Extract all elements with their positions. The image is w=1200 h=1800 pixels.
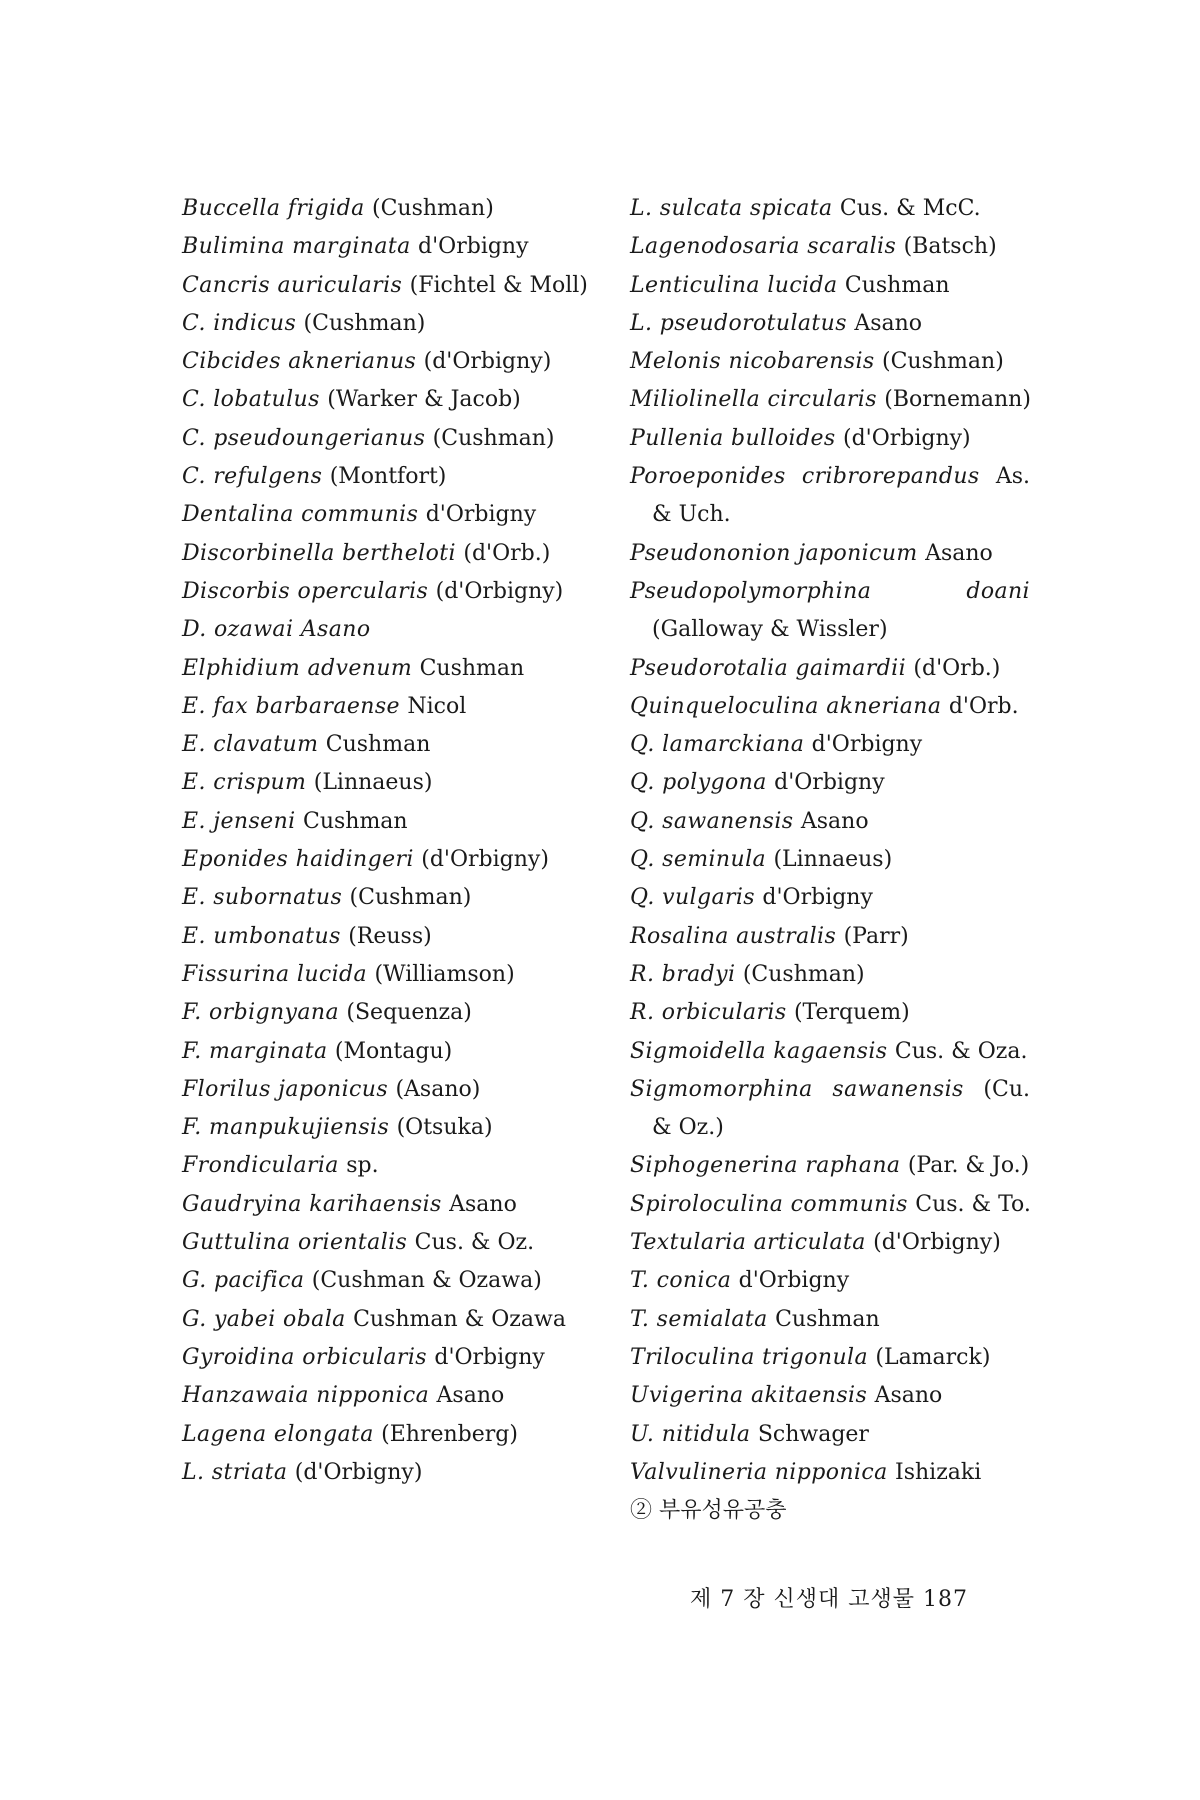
species-entry — [182, 343, 602, 381]
species-name: Elphidium advenum — [182, 655, 413, 681]
species-author: ② 부유성유공충 — [630, 1498, 787, 1524]
species-name: Lagena elongata — [182, 1421, 374, 1447]
species-entry — [630, 1071, 1030, 1148]
species-author: Cushman — [844, 272, 950, 298]
species-name: Gaudryina karihaensis — [182, 1191, 442, 1217]
species-entry — [630, 420, 1030, 458]
species-author: Nicol — [407, 693, 467, 719]
species-author: (d'Orbigny) — [842, 425, 971, 451]
species-entry — [182, 1033, 602, 1071]
species-name: E. crispum — [182, 770, 307, 796]
species-author: (d'Orbigny) — [873, 1230, 1001, 1256]
species-author: d'Orb. — [948, 693, 1019, 719]
species-entry — [630, 688, 1030, 726]
species-author: Asano — [436, 1383, 505, 1409]
species-entry — [182, 1454, 602, 1492]
species-entry — [182, 1186, 602, 1224]
species-entry — [630, 1416, 1030, 1454]
species-name: L. striata — [182, 1459, 288, 1485]
species-name: Sigmomorphina sawanensis — [630, 1076, 964, 1102]
species-author: Cus. & McC. — [839, 196, 981, 221]
species-name: G. yabei obala — [182, 1306, 346, 1332]
species-entry — [630, 343, 1030, 381]
species-name: Quinqueloculina akneriana — [630, 693, 942, 719]
species-name: Poroeponides cribrorepandus — [630, 464, 980, 490]
species-name: L. pseudorotulatus — [630, 310, 847, 336]
species-name: Florilus japonicus — [182, 1076, 389, 1102]
species-author: (Bornemann) — [884, 387, 1031, 413]
species-name: Pullenia bulloides — [630, 425, 836, 451]
species-author: (Otsuka) — [396, 1115, 493, 1141]
species-entry — [630, 1492, 1030, 1530]
species-author: (Warker & Jacob) — [327, 387, 521, 413]
species-entry — [182, 803, 602, 841]
species-name: G. pacifica — [182, 1268, 305, 1294]
species-author: Asano — [925, 540, 993, 566]
species-name: R. orbicularis — [630, 1000, 787, 1026]
species-name: T. semialata — [630, 1306, 768, 1332]
species-name: C. refulgens — [182, 464, 323, 490]
species-author: Asano — [449, 1191, 517, 1217]
species-name: L. sulcata spicata — [630, 196, 833, 221]
species-name: Uvigerina akitaensis — [630, 1383, 868, 1409]
species-entry — [182, 1339, 602, 1377]
species-entry — [182, 1071, 602, 1109]
species-author: (Terquem) — [793, 1000, 910, 1026]
species-author: d'Orbigny — [738, 1268, 850, 1294]
species-name: Siphogenerina raphana — [630, 1153, 901, 1179]
species-author: (Fichtel & Moll) — [409, 272, 588, 298]
species-entry — [182, 305, 602, 343]
species-entry — [630, 956, 1030, 994]
species-author: d'Orbigny — [425, 502, 537, 528]
species-entry — [182, 956, 602, 994]
species-entry — [182, 267, 602, 305]
species-name: Lagenodosaria scaralis — [630, 234, 897, 260]
species-name: E. clavatum — [182, 732, 319, 758]
species-name: Frondicularia — [182, 1153, 339, 1179]
species-name: Textularia articulata — [630, 1230, 866, 1256]
species-author: d'Orbigny — [418, 234, 529, 260]
species-name: Valvulineria nipponica — [630, 1459, 888, 1485]
species-entry — [630, 535, 1030, 573]
species-entry — [630, 879, 1030, 917]
species-name: E. jenseni — [182, 808, 296, 834]
species-author: (Linnaeus) — [773, 847, 893, 873]
species-name: Discorbis opercularis — [182, 578, 429, 604]
species-author: As. & Uch. — [652, 464, 1030, 528]
species-author: Cus. & Oz. — [414, 1230, 535, 1256]
species-author: Cushman — [419, 655, 525, 681]
species-entry — [182, 535, 602, 573]
species-entry — [630, 841, 1030, 879]
species-entry — [630, 918, 1030, 956]
species-author: (Batsch) — [903, 234, 997, 260]
species-name: R. bradyi — [630, 961, 736, 987]
species-list-left — [182, 190, 602, 1492]
species-entry — [182, 879, 602, 917]
species-name: Q. lamarckiana — [630, 732, 805, 758]
species-name: Hanzawaia nipponica — [182, 1383, 430, 1409]
species-author: Schwager — [757, 1421, 869, 1447]
species-name: E. umbonatus — [182, 923, 341, 949]
species-author: (Reuss) — [348, 923, 432, 949]
species-name: E. subornatus — [182, 885, 343, 911]
species-name: Discorbinella bertheloti — [182, 540, 456, 566]
species-entry — [630, 305, 1030, 343]
species-author: d'Orbigny — [762, 885, 873, 911]
species-entry — [630, 994, 1030, 1032]
species-entry — [182, 1377, 602, 1415]
species-name: Eponides haidingeri — [182, 847, 414, 873]
species-name: C. pseudoungerianus — [182, 425, 426, 451]
species-name: F. marginata — [182, 1038, 328, 1064]
species-name: Q. vulgaris — [630, 885, 756, 911]
species-author: Cushman — [302, 808, 408, 834]
species-author: (Cushman) — [372, 196, 494, 221]
species-entry — [182, 420, 602, 458]
species-entry — [182, 228, 602, 266]
species-entry — [182, 918, 602, 956]
species-entry — [182, 573, 602, 611]
species-entry — [182, 496, 602, 534]
species-entry — [630, 1454, 1030, 1492]
species-entry — [630, 190, 1030, 228]
species-author: Ishizaki — [895, 1459, 982, 1485]
species-author: sp. — [346, 1153, 379, 1179]
species-name: Triloculina trigonula — [630, 1344, 868, 1370]
species-name: F. orbignyana — [182, 1000, 339, 1026]
species-name: Spiroloculina communis — [630, 1191, 908, 1217]
species-name: Rosalina australis — [630, 923, 837, 949]
species-entry — [182, 1301, 602, 1339]
species-entry — [182, 381, 602, 419]
species-author: (d'Orbigny) — [294, 1459, 423, 1485]
species-author: d'Orbigny — [434, 1344, 545, 1370]
species-name: Lenticulina lucida — [630, 272, 838, 298]
species-entry — [182, 1109, 602, 1147]
species-author: (Linnaeus) — [313, 770, 433, 796]
species-author: (Parr) — [843, 923, 909, 949]
species-author: Cushman & Ozawa — [353, 1306, 566, 1332]
page-footer: 제 7 장 신생대 고생물 187 — [690, 1587, 968, 1612]
species-entry — [630, 764, 1030, 802]
species-entry — [182, 1416, 602, 1454]
species-author: Cushman — [325, 732, 431, 758]
species-entry — [182, 611, 602, 649]
species-author: (Cu. & Oz.) — [652, 1076, 1030, 1141]
species-entry — [630, 803, 1030, 841]
species-author: (Cushman) — [303, 310, 426, 336]
species-author: (Cushman) — [882, 349, 1004, 375]
species-entry — [630, 1033, 1030, 1071]
species-author: (Montagu) — [334, 1038, 453, 1064]
species-author: d'Orbigny — [774, 770, 885, 796]
species-name: U. nitidula — [630, 1421, 751, 1447]
species-author: (d'Orbigny) — [435, 578, 564, 604]
species-author: (Montfort) — [329, 464, 447, 490]
species-author: Cus. & To. — [915, 1191, 1031, 1217]
species-author: Asano — [800, 808, 869, 834]
species-author: (d'Orbigny) — [423, 349, 552, 375]
species-name: Fissurina lucida — [182, 961, 368, 987]
species-author: (d'Orbigny) — [421, 847, 549, 873]
species-entry — [630, 573, 1030, 650]
species-entry — [630, 1186, 1030, 1224]
species-author: (Sequenza) — [346, 1000, 472, 1026]
species-author: (Galloway & Wissler) — [652, 617, 888, 643]
species-name: Guttulina orientalis — [182, 1230, 408, 1256]
species-author: (Par. & Jo.) — [907, 1153, 1030, 1179]
species-entry — [630, 1262, 1030, 1300]
species-entry — [630, 650, 1030, 688]
species-entry — [630, 381, 1030, 419]
species-entry — [182, 190, 602, 228]
species-entry — [182, 726, 602, 764]
species-entry — [630, 1147, 1030, 1185]
species-name: Buccella frigida — [182, 196, 365, 221]
species-entry — [630, 228, 1030, 266]
species-author: (Cushman) — [742, 961, 865, 987]
species-name: Q. seminula — [630, 847, 767, 873]
species-author: (Ehrenberg) — [381, 1421, 518, 1447]
species-entry — [630, 458, 1030, 535]
species-name: Pseudorotalia gaimardii — [630, 655, 907, 681]
species-author: Asano — [854, 310, 923, 336]
species-entry — [630, 1301, 1030, 1339]
species-author: Cus. & Oza. — [894, 1038, 1028, 1064]
species-name: Melonis nicobarensis — [630, 349, 875, 375]
species-entry — [182, 458, 602, 496]
species-name: Gyroidina orbicularis — [182, 1344, 427, 1370]
species-name: Cibcides aknerianus — [182, 349, 417, 375]
species-name: Miliolinella circularis — [630, 387, 877, 413]
species-entry — [630, 267, 1030, 305]
species-author: (Cushman & Ozawa) — [311, 1268, 542, 1294]
species-entry — [182, 650, 602, 688]
species-author: (Asano) — [395, 1076, 481, 1102]
species-name: Pseudopolymorphina doani — [630, 578, 1030, 604]
species-name: Sigmoidella kagaensis — [630, 1038, 888, 1064]
species-entry — [182, 688, 602, 726]
species-name: C. lobatulus — [182, 387, 320, 413]
species-entry — [630, 1339, 1030, 1377]
species-author: (d'Orb.) — [463, 540, 551, 566]
species-name: T. conica — [630, 1268, 732, 1294]
species-name: Q. polygona — [630, 770, 767, 796]
species-name: C. indicus — [182, 310, 297, 336]
species-entry — [630, 1377, 1030, 1415]
species-entry — [182, 1224, 602, 1262]
species-author: (Cushman) — [432, 425, 555, 451]
species-author: Asano — [874, 1383, 943, 1409]
species-author: Cushman — [775, 1306, 880, 1332]
species-name: Cancris auricularis — [182, 272, 403, 298]
species-name: Dentalina communis — [182, 502, 419, 528]
species-entry — [182, 1262, 602, 1300]
species-entry — [182, 764, 602, 802]
species-author: (Cushman) — [349, 885, 472, 911]
species-name: Pseudononion japonicum — [630, 540, 918, 566]
species-entry — [182, 841, 602, 879]
species-name: D. ozawai Asano — [182, 617, 371, 643]
species-author: d'Orbigny — [811, 732, 923, 758]
species-author: (d'Orb.) — [913, 655, 1001, 681]
species-list-right — [630, 190, 1030, 1530]
species-name: E. fax barbaraense — [182, 693, 400, 719]
species-author: (Williamson) — [374, 961, 515, 987]
species-entry — [630, 1224, 1030, 1262]
species-entry — [182, 1147, 602, 1185]
species-name: Bulimina marginata — [182, 234, 411, 260]
species-name: F. manpukujiensis — [182, 1115, 390, 1141]
species-author: (Lamarck) — [875, 1344, 991, 1370]
species-entry — [182, 994, 602, 1032]
species-entry — [630, 726, 1030, 764]
species-name: Q. sawanensis — [630, 808, 794, 834]
